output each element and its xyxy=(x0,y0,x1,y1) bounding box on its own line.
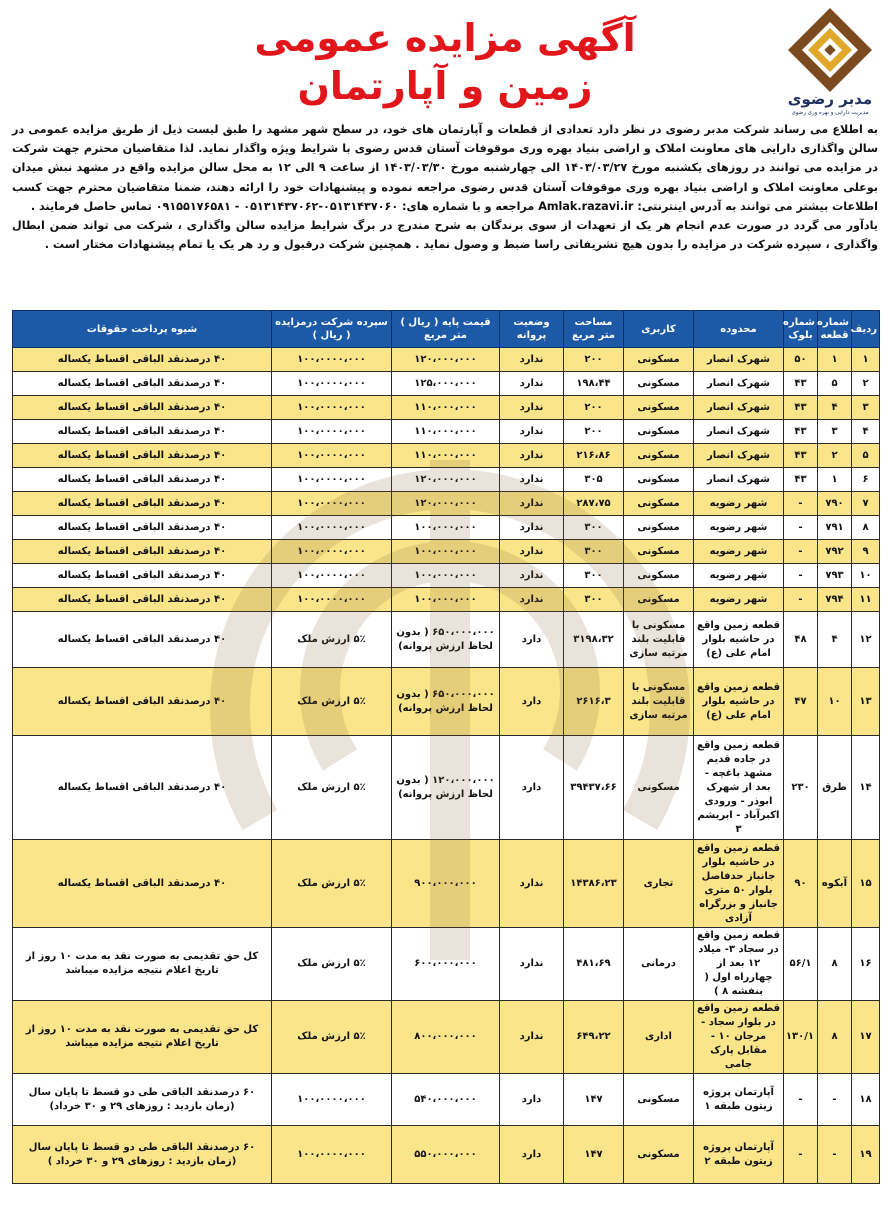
cell-area: قطعه زمین واقع در سجاد ۳- میلاد ۱۲ بعد از چهارراه اول ( بنفشه ۸ ) xyxy=(694,928,784,1001)
cell-payment: ۴۰ درصدنقد الباقی اقساط یکساله xyxy=(13,492,272,516)
cell-block: ۵۶/۱ xyxy=(784,928,818,1001)
cell-plot: ۴ xyxy=(818,396,852,420)
cell-area: قطعه زمین واقع در جاده قدیم مشهد باغچه - بعد از شهرک ابوذر - ورودی اکبرآباد - ابریشم ۳ xyxy=(694,736,784,840)
cell-row: ۱۶ xyxy=(852,928,880,1001)
cell-area: شهر رضویه xyxy=(694,564,784,588)
cell-deposit: ۱۰۰،۰۰۰۰،۰۰۰ xyxy=(272,588,392,612)
cell-plot: ۱ xyxy=(818,348,852,372)
cell-usage: مسکونی xyxy=(624,564,694,588)
table-row xyxy=(13,588,880,612)
cell-block: - xyxy=(784,516,818,540)
table-row xyxy=(13,928,880,1001)
header-usage: کاربری xyxy=(624,311,694,348)
cell-price: ۵۵۰،۰۰۰،۰۰۰ xyxy=(392,1126,500,1184)
cell-usage: مسکونی xyxy=(624,420,694,444)
cell-payment: کل حق تقدیمی به صورت نقد به مدت ۱۰ روز از تاریخ اعلام نتیجه مزایده میباشد xyxy=(13,928,272,1001)
table-row xyxy=(13,612,880,668)
cell-deposit: ۵٪ ارزش ملک xyxy=(272,928,392,1001)
cell-deposit: ۵٪ ارزش ملک xyxy=(272,668,392,736)
cell-payment: ۴۰ درصدنقد الباقی اقساط یکساله xyxy=(13,612,272,668)
cell-usage: مسکونی xyxy=(624,372,694,396)
cell-block: ۴۳ xyxy=(784,372,818,396)
cell-size: ۲۰۰ xyxy=(564,396,624,420)
cell-price: ۹۰۰،۰۰۰،۰۰۰ xyxy=(392,840,500,928)
cell-plot: ۷۹۰ xyxy=(818,492,852,516)
cell-block: - xyxy=(784,1126,818,1184)
cell-deposit: ۱۰۰،۰۰۰۰،۰۰۰ xyxy=(272,348,392,372)
cell-price: ۱۰۰،۰۰۰،۰۰۰ xyxy=(392,588,500,612)
cell-payment: ۴۰ درصدنقد الباقی اقساط یکساله xyxy=(13,420,272,444)
cell-row: ۳ xyxy=(852,396,880,420)
cell-row: ۱۱ xyxy=(852,588,880,612)
cell-plot: ۷۹۱ xyxy=(818,516,852,540)
title-line2: زمین و آپارتمان xyxy=(297,64,593,108)
cell-block: ۱۳۰/۱ xyxy=(784,1001,818,1074)
cell-size: ۳۰۰ xyxy=(564,540,624,564)
cell-price: ۱۲۰،۰۰۰،۰۰۰ xyxy=(392,348,500,372)
cell-usage: مسکونی xyxy=(624,540,694,564)
table-body xyxy=(13,348,880,1184)
cell-area: قطعه زمین واقع در بلوار سجاد - مرجان ۱۰ - مقابل پارک جامی xyxy=(694,1001,784,1074)
cell-usage: مسکونی xyxy=(624,1074,694,1126)
cell-plot: ۷۹۳ xyxy=(818,564,852,588)
cell-payment: ۴۰ درصدنقد الباقی اقساط یکساله xyxy=(13,736,272,840)
cell-row: ۱ xyxy=(852,348,880,372)
header xyxy=(0,0,891,118)
cell-size: ۳۰۵ xyxy=(564,468,624,492)
cell-payment: ۴۰ درصدنقد الباقی اقساط یکساله xyxy=(13,348,272,372)
header-size: مساحت متر مربع xyxy=(564,311,624,348)
table-row xyxy=(13,736,880,840)
cell-size: ۲۸۷،۷۵ xyxy=(564,492,624,516)
cell-payment: ۴۰ درصدنقد الباقی اقساط یکساله xyxy=(13,840,272,928)
table-row xyxy=(13,492,880,516)
cell-block: ۴۸ xyxy=(784,612,818,668)
cell-price: ۱۲۰،۰۰۰،۰۰۰ ( بدون لحاظ ارزش پروانه) xyxy=(392,736,500,840)
cell-price: ۱۲۵،۰۰۰،۰۰۰ xyxy=(392,372,500,396)
cell-plot: ۷۹۲ xyxy=(818,540,852,564)
cell-row: ۴ xyxy=(852,420,880,444)
cell-permit: ندارد xyxy=(500,840,564,928)
header-base-price: قیمت پایه ( ریال ) متر مربع xyxy=(392,311,500,348)
cell-price: ۶۵۰،۰۰۰،۰۰۰ ( بدون لحاظ ارزش پروانه) xyxy=(392,612,500,668)
cell-row: ۵ xyxy=(852,444,880,468)
cell-usage: مسکونی xyxy=(624,516,694,540)
cell-plot: ۳ xyxy=(818,420,852,444)
cell-permit: ندارد xyxy=(500,372,564,396)
cell-deposit: ۵٪ ارزش ملک xyxy=(272,840,392,928)
cell-usage: اداری xyxy=(624,1001,694,1074)
cell-plot: ۴ xyxy=(818,612,852,668)
cell-price: ۶۰۰،۰۰۰،۰۰۰ xyxy=(392,928,500,1001)
header-plot-no: شماره قطعه xyxy=(818,311,852,348)
cell-permit: دارد xyxy=(500,668,564,736)
cell-plot: ۱ xyxy=(818,468,852,492)
cell-row: ۱۰ xyxy=(852,564,880,588)
cell-deposit: ۵٪ ارزش ملک xyxy=(272,736,392,840)
cell-size: ۳۱۹۸،۳۲ xyxy=(564,612,624,668)
cell-usage: مسکونی xyxy=(624,492,694,516)
cell-row: ۱۴ xyxy=(852,736,880,840)
table-row xyxy=(13,468,880,492)
cell-area: شهرک انصار xyxy=(694,396,784,420)
table-row xyxy=(13,1001,880,1074)
cell-plot: ۵ xyxy=(818,372,852,396)
cell-permit: دارد xyxy=(500,612,564,668)
logo-mark-icon xyxy=(788,8,872,92)
cell-payment: ۶۰ درصدنقد الباقی طی دو قسط تا پایان سال (زمان بازدید : روزهای ۲۹ و ۳۰ خرداد) xyxy=(13,1074,272,1126)
cell-usage: مسکونی xyxy=(624,588,694,612)
cell-size: ۴۸۱،۶۹ xyxy=(564,928,624,1001)
cell-plot: ۸ xyxy=(818,928,852,1001)
cell-area: شهرک انصار xyxy=(694,420,784,444)
cell-permit: دارد xyxy=(500,1126,564,1184)
cell-size: ۲۰۰ xyxy=(564,348,624,372)
table-row xyxy=(13,564,880,588)
cell-block: ۴۷ xyxy=(784,668,818,736)
cell-price: ۱۰۰،۰۰۰،۰۰۰ xyxy=(392,564,500,588)
logo-subtitle: مدیریت دارایی و بهره وری رضوی xyxy=(791,110,869,116)
cell-area: آپارتمان پروژه زیتون طبقه ۱ xyxy=(694,1074,784,1126)
cell-usage: مسکونی xyxy=(624,348,694,372)
table-row xyxy=(13,348,880,372)
cell-price: ۱۲۰،۰۰۰،۰۰۰ xyxy=(392,468,500,492)
cell-size: ۱۹۸،۴۴ xyxy=(564,372,624,396)
cell-block: ۲۳۰ xyxy=(784,736,818,840)
cell-row: ۱۹ xyxy=(852,1126,880,1184)
cell-deposit: ۱۰۰،۰۰۰۰،۰۰۰ xyxy=(272,420,392,444)
cell-permit: ندارد xyxy=(500,492,564,516)
cell-usage: مسکونی xyxy=(624,396,694,420)
cell-deposit: ۱۰۰،۰۰۰۰،۰۰۰ xyxy=(272,1126,392,1184)
cell-size: ۳۰۰ xyxy=(564,516,624,540)
cell-row: ۶ xyxy=(852,468,880,492)
cell-payment: ۶۰ درصدنقد الباقی طی دو قسط تا پایان سال (زمان بازدید : روزهای ۲۹ و ۳۰ خرداد ) xyxy=(13,1126,272,1184)
cell-payment: ۴۰ درصدنقد الباقی اقساط یکساله xyxy=(13,588,272,612)
cell-plot: آبکوه xyxy=(818,840,852,928)
cell-deposit: ۱۰۰،۰۰۰۰،۰۰۰ xyxy=(272,372,392,396)
cell-permit: ندارد xyxy=(500,540,564,564)
header-deposit: سپرده شرکت درمزایده ( ریال ) xyxy=(272,311,392,348)
auction-table xyxy=(12,310,880,1184)
cell-price: ۱۱۰،۰۰۰،۰۰۰ xyxy=(392,444,500,468)
cell-size: ۱۴۷ xyxy=(564,1126,624,1184)
cell-size: ۱۴۳۸۶،۲۳ xyxy=(564,840,624,928)
cell-price: ۸۰۰،۰۰۰،۰۰۰ xyxy=(392,1001,500,1074)
cell-block: - xyxy=(784,564,818,588)
cell-block: - xyxy=(784,1074,818,1126)
table-row xyxy=(13,396,880,420)
cell-payment: ۴۰ درصدنقد الباقی اقساط یکساله xyxy=(13,516,272,540)
cell-price: ۱۲۰،۰۰۰،۰۰۰ xyxy=(392,492,500,516)
cell-payment: ۴۰ درصدنقد الباقی اقساط یکساله xyxy=(13,468,272,492)
cell-payment: ۴۰ درصدنقد الباقی اقساط یکساله xyxy=(13,372,272,396)
cell-area: قطعه زمین واقع در حاشیه بلوار امام علی (ع) xyxy=(694,612,784,668)
cell-area: شهرک انصار xyxy=(694,468,784,492)
cell-deposit: ۱۰۰،۰۰۰۰،۰۰۰ xyxy=(272,396,392,420)
cell-row: ۸ xyxy=(852,516,880,540)
cell-payment: ۴۰ درصدنقد الباقی اقساط یکساله xyxy=(13,668,272,736)
table-header-row xyxy=(13,311,880,348)
cell-size: ۳۰۰ xyxy=(564,588,624,612)
cell-deposit: ۱۰۰،۰۰۰۰،۰۰۰ xyxy=(272,564,392,588)
cell-area: شهر رضویه xyxy=(694,516,784,540)
cell-block: ۹۰ xyxy=(784,840,818,928)
cell-permit: ندارد xyxy=(500,444,564,468)
header-area: محدوده xyxy=(694,311,784,348)
cell-permit: ندارد xyxy=(500,396,564,420)
cell-block: ۴۳ xyxy=(784,468,818,492)
cell-deposit: ۵٪ ارزش ملک xyxy=(272,1001,392,1074)
table-row xyxy=(13,372,880,396)
cell-permit: دارد xyxy=(500,1074,564,1126)
cell-block: ۴۳ xyxy=(784,444,818,468)
cell-payment: ۴۰ درصدنقد الباقی اقساط یکساله xyxy=(13,396,272,420)
cell-deposit: ۱۰۰،۰۰۰۰،۰۰۰ xyxy=(272,1074,392,1126)
cell-permit: ندارد xyxy=(500,588,564,612)
cell-block: - xyxy=(784,588,818,612)
table-row xyxy=(13,444,880,468)
cell-price: ۱۰۰،۰۰۰،۰۰۰ xyxy=(392,516,500,540)
cell-row: ۱۳ xyxy=(852,668,880,736)
cell-permit: ندارد xyxy=(500,928,564,1001)
cell-plot: ۲ xyxy=(818,444,852,468)
cell-usage: مسکونی با قابلیت بلند مرتبه سازی xyxy=(624,668,694,736)
cell-payment: ۴۰ درصدنقد الباقی اقساط یکساله xyxy=(13,540,272,564)
table-row xyxy=(13,516,880,540)
cell-usage: مسکونی xyxy=(624,468,694,492)
cell-area: شهر رضویه xyxy=(694,588,784,612)
cell-area: شهر رضویه xyxy=(694,492,784,516)
cell-area: شهرک انصار xyxy=(694,372,784,396)
cell-deposit: ۱۰۰،۰۰۰۰،۰۰۰ xyxy=(272,492,392,516)
cell-permit: دارد xyxy=(500,736,564,840)
intro-text xyxy=(12,120,878,254)
header-permit: وضعیت پروانه xyxy=(500,311,564,348)
cell-row: ۲ xyxy=(852,372,880,396)
cell-payment: ۴۰ درصدنقد الباقی اقساط یکساله xyxy=(13,444,272,468)
cell-deposit: ۱۰۰،۰۰۰۰،۰۰۰ xyxy=(272,444,392,468)
cell-plot: طرق xyxy=(818,736,852,840)
header-block-no: شماره بلوک xyxy=(784,311,818,348)
cell-size: ۲۰۰ xyxy=(564,420,624,444)
cell-area: شهرک انصار xyxy=(694,348,784,372)
cell-price: ۱۰۰،۰۰۰،۰۰۰ xyxy=(392,540,500,564)
cell-block: ۵۰ xyxy=(784,348,818,372)
table-row xyxy=(13,420,880,444)
cell-size: ۲۱۶،۸۶ xyxy=(564,444,624,468)
cell-deposit: ۱۰۰،۰۰۰۰،۰۰۰ xyxy=(272,468,392,492)
table-row xyxy=(13,668,880,736)
cell-area: قطعه زمین واقع در حاشیه بلوار جانباز حدفاصل بلوار ۵۰ متری جانباز و بزرگراه آزادی xyxy=(694,840,784,928)
cell-usage: مسکونی xyxy=(624,1126,694,1184)
cell-usage: مسکونی با قابلیت بلند مرتبه سازی xyxy=(624,612,694,668)
cell-block: ۴۳ xyxy=(784,420,818,444)
cell-usage: تجاری xyxy=(624,840,694,928)
header-payment: شیوه پرداخت حقوقات xyxy=(13,311,272,348)
header-row-no: ردیف xyxy=(852,311,880,348)
cell-row: ۱۲ xyxy=(852,612,880,668)
cell-block: - xyxy=(784,540,818,564)
logo xyxy=(776,4,884,116)
cell-plot: - xyxy=(818,1126,852,1184)
intro-paragraph-1: به اطلاع می رساند شرکت مدبر رضوی در نظر دارد تعدادی از قطعات و آپارتمان های خود، در سطح شهر مشهد را طبق لیست ذیل از طریق مزایده عمومی در سالن واگذاری دارایی های معاونت املاک و اراضی بنیاد بهره وری موقوفات آستان قدس رضوی با شرایط ویژه واگذار نماید. لذا متقاضیان محترم جهت شرکت در مزایده می توانند در روزهای یکشنبه مورخ ۱۴۰۳/۰۳/۲۷ الی چهارشنبه مورخ ۱۴۰۳/۰۳/۳۰ از ساعت ۹ الی ۱۲ به محل سالن مزایده واقع در مشهد نبش میدان بوعلی معاونت املاک و اراضی بنیاد بهره وری موقوفات آستان قدس رضوی مراجعه نموده و پیشنهادات خود را ارائه دهند، ضمنا متقاضیان محترم جهت کسب اطلاعات بیشتر می توانند به آدرس اینترنتی: Amlak.razavi.ir مراجعه و با شماره های: ۰۵۱۳۱۴۳۷۰۶۰-۰۵۱۳۱۴۳۷۰۶۲ - ۰۹۱۵۵۱۷۶۵۸۱ تماس حاصل فرمایند . xyxy=(12,123,878,213)
cell-plot: ۸ xyxy=(818,1001,852,1074)
cell-deposit: ۱۰۰،۰۰۰۰،۰۰۰ xyxy=(272,516,392,540)
cell-permit: ندارد xyxy=(500,1001,564,1074)
title-line1: آگهی مزایده عمومی xyxy=(254,16,636,60)
cell-usage: مسکونی xyxy=(624,444,694,468)
logo-name: مدبر رضوی xyxy=(787,90,873,108)
cell-price: ۵۴۰،۰۰۰،۰۰۰ xyxy=(392,1074,500,1126)
cell-row: ۱۸ xyxy=(852,1074,880,1126)
cell-price: ۱۱۰،۰۰۰،۰۰۰ xyxy=(392,396,500,420)
cell-size: ۶۴۹،۲۲ xyxy=(564,1001,624,1074)
table-row xyxy=(13,1126,880,1184)
table-row xyxy=(13,840,880,928)
cell-block: - xyxy=(784,492,818,516)
cell-size: ۲۶۱۶،۳ xyxy=(564,668,624,736)
cell-permit: ندارد xyxy=(500,348,564,372)
cell-block: ۴۳ xyxy=(784,396,818,420)
cell-payment: کل حق تقدیمی به صورت نقد به مدت ۱۰ روز از تاریخ اعلام نتیجه مزایده میباشد xyxy=(13,1001,272,1074)
cell-row: ۷ xyxy=(852,492,880,516)
cell-permit: ندارد xyxy=(500,516,564,540)
cell-price: ۱۱۰،۰۰۰،۰۰۰ xyxy=(392,420,500,444)
cell-deposit: ۵٪ ارزش ملک xyxy=(272,612,392,668)
cell-price: ۶۵۰،۰۰۰،۰۰۰ ( بدون لحاظ ارزش پروانه) xyxy=(392,668,500,736)
cell-usage: درمانی xyxy=(624,928,694,1001)
cell-permit: ندارد xyxy=(500,564,564,588)
cell-plot: ۱۰ xyxy=(818,668,852,736)
cell-row: ۹ xyxy=(852,540,880,564)
cell-plot: ۷۹۴ xyxy=(818,588,852,612)
table-row xyxy=(13,1074,880,1126)
cell-area: شهرک انصار xyxy=(694,444,784,468)
cell-area: شهر رضویه xyxy=(694,540,784,564)
table-row xyxy=(13,540,880,564)
intro-paragraph-2: یادآور می گردد در صورت عدم انجام هر یک از تعهدات از سوی برندگان به شرح مندرج در برگ شرایط مزایده سالن واگذاری ، شرکت می تواند ضمن ابطال واگذاری ، سپرده شرکت در مزایده را بدون هیچ تشریفاتی راسا ضبط و وصول نماید . همچنین شرکت درقبول و رد هر یک یا تمام پیشنهادات مختار است . xyxy=(12,219,878,252)
cell-area: قطعه زمین واقع در حاشیه بلوار امام علی (ع) xyxy=(694,668,784,736)
cell-usage: مسکونی xyxy=(624,736,694,840)
cell-area: آپارتمان پروژه زیتون طبقه ۲ xyxy=(694,1126,784,1184)
cell-permit: ندارد xyxy=(500,468,564,492)
cell-size: ۳۰۰ xyxy=(564,564,624,588)
cell-row: ۱۵ xyxy=(852,840,880,928)
cell-deposit: ۱۰۰،۰۰۰۰،۰۰۰ xyxy=(272,540,392,564)
cell-payment: ۴۰ درصدنقد الباقی اقساط یکساله xyxy=(13,564,272,588)
cell-permit: ندارد xyxy=(500,420,564,444)
cell-row: ۱۷ xyxy=(852,1001,880,1074)
cell-plot: - xyxy=(818,1074,852,1126)
cell-size: ۳۹۴۳۷،۶۶ xyxy=(564,736,624,840)
cell-size: ۱۴۷ xyxy=(564,1074,624,1126)
